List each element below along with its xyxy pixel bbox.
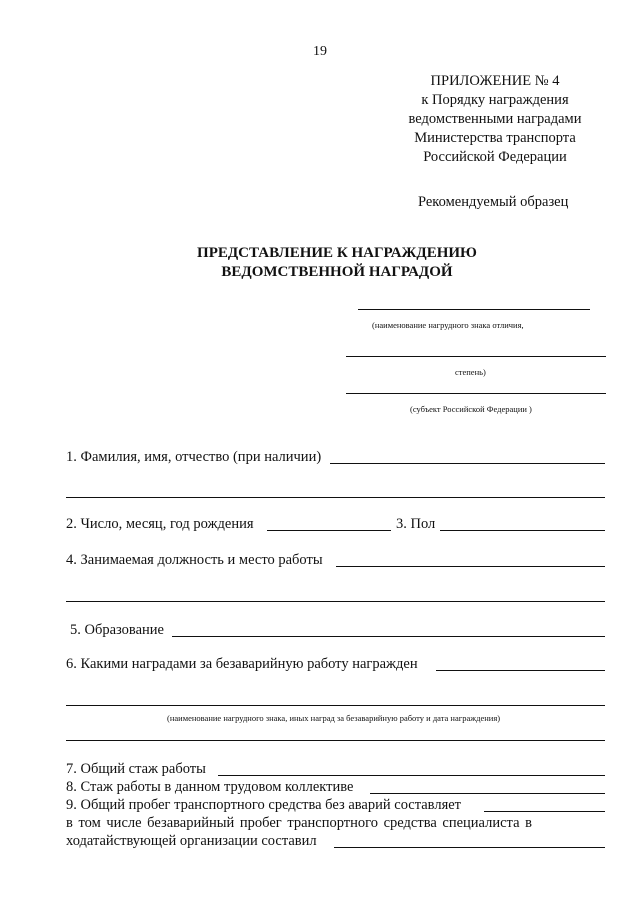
award-subject-hint: (субъект Российской Федерации ) <box>410 404 532 414</box>
appendix-line: Министерства транспорта <box>414 130 576 146</box>
field-education-line[interactable] <box>172 636 605 637</box>
field-gender-label: 3. Пол <box>396 516 436 532</box>
award-name-hint: (наименование нагрудного знака отличия, <box>372 320 524 330</box>
field-total-experience-line[interactable] <box>218 775 605 776</box>
field-awards-line-3[interactable] <box>66 740 605 741</box>
appendix-line: ведомственными наградами <box>408 111 582 127</box>
page-number: 19 <box>313 44 327 59</box>
field-mileage-line[interactable] <box>484 811 605 812</box>
award-degree-line[interactable] <box>346 356 606 357</box>
field-gender-line[interactable] <box>440 530 605 531</box>
appendix-header <box>400 72 590 167</box>
field-education-label: 5. Образование <box>70 622 164 638</box>
field-full-name-line-2[interactable] <box>66 497 605 498</box>
recommended-sample-label: Рекомендуемый образец <box>418 194 569 210</box>
field-mileage-continuation-2: ходатайствующей организации составил <box>66 833 317 849</box>
document-title <box>0 244 640 282</box>
field-position-label: 4. Занимаемая должность и место работы <box>66 552 323 568</box>
field-awards-hint: (наименование нагрудного знака, иных наград за безаварийную работу и дата награждения) <box>167 713 501 723</box>
field-awards-label: 6. Какими наградами за безаварийную работу награжден <box>66 656 418 672</box>
field-awards-line[interactable] <box>436 670 605 671</box>
appendix-line: ПРИЛОЖЕНИЕ № 4 <box>430 73 560 89</box>
field-mileage-label: 9. Общий пробег транспортного средства без аварий составляет <box>66 797 462 813</box>
appendix-line: к Порядку награждения <box>421 92 569 108</box>
field-team-experience-label: 8. Стаж работы в данном трудовом коллективе <box>66 779 354 795</box>
field-awards-line-2[interactable] <box>66 705 605 706</box>
appendix-line: Российской Федерации <box>423 149 567 165</box>
field-mileage-continuation: в том числе безаварийный пробег транспортного средства специалиста в <box>66 815 532 831</box>
field-position-line[interactable] <box>336 566 605 567</box>
field-mileage-organization-line[interactable] <box>334 847 605 848</box>
field-birth-date-label: 2. Число, месяц, год рождения <box>66 516 254 532</box>
award-name-line[interactable] <box>358 309 590 310</box>
field-birth-date-line[interactable] <box>267 530 391 531</box>
field-full-name-line[interactable] <box>330 463 605 464</box>
title-line-2: ВЕДОМСТВЕННОЙ НАГРАДОЙ <box>221 264 453 280</box>
award-subject-line[interactable] <box>346 393 606 394</box>
field-total-experience-label: 7. Общий стаж работы <box>66 761 206 777</box>
title-line-1: ПРЕДСТАВЛЕНИЕ К НАГРАЖДЕНИЮ <box>197 245 477 261</box>
field-team-experience-line[interactable] <box>370 793 605 794</box>
field-position-line-2[interactable] <box>66 601 605 602</box>
award-degree-hint: степень) <box>455 367 486 377</box>
field-full-name-label: 1. Фамилия, имя, отчество (при наличии) <box>66 449 322 465</box>
